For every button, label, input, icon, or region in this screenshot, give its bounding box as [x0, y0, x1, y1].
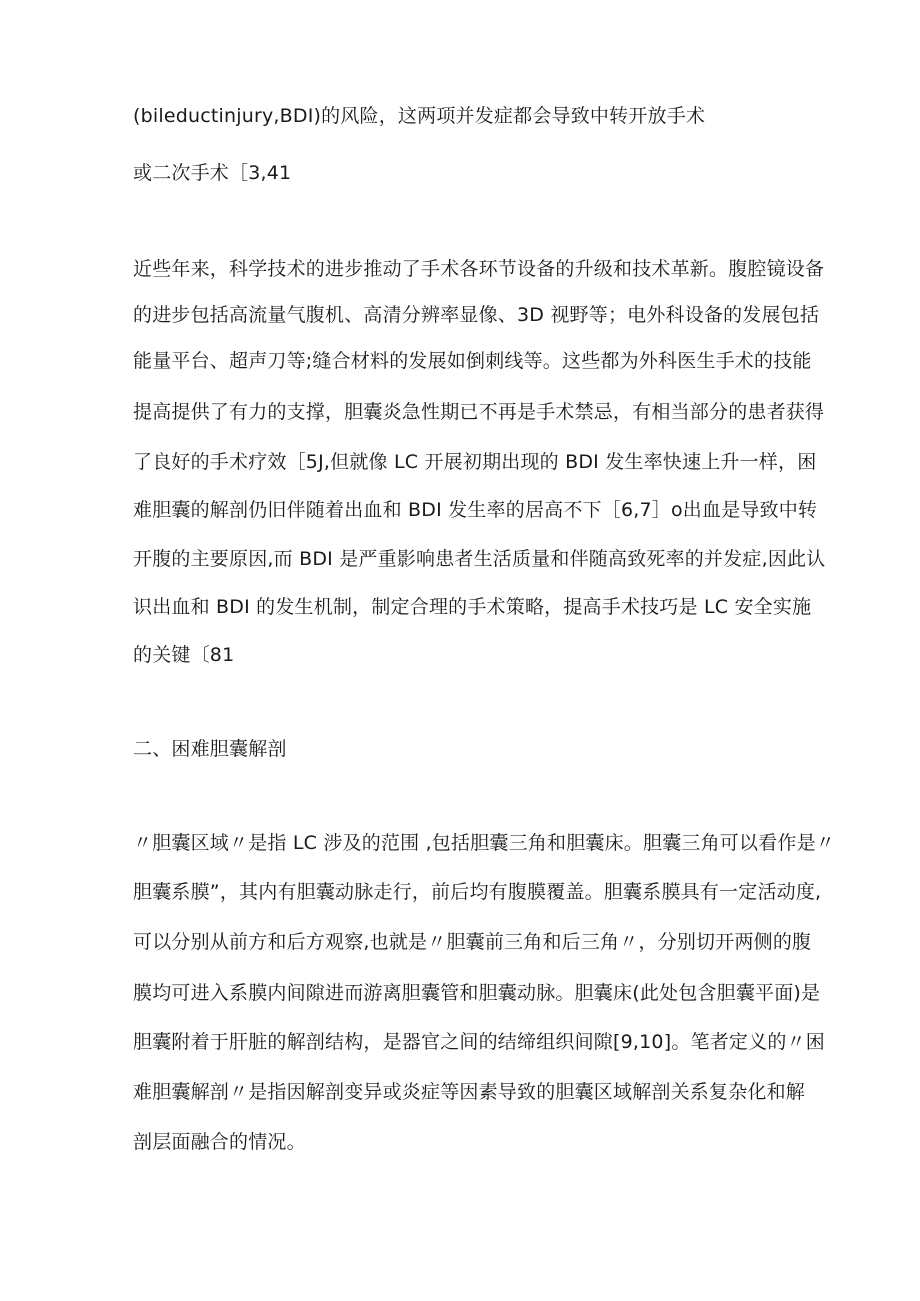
paragraph-2-line-8: 识出血和 BDI 的发生机制，制定合理的手术策略，提高手术技巧是 LC 安全实施 — [133, 596, 812, 618]
paragraph-3-line-1: 〃胆囊区域〃是指 LC 涉及的范围 ,包括胆囊三角和胆囊床。胆囊三角可以看作是〃 — [133, 832, 836, 854]
paragraph-2-line-5: 了良好的手术疗效［5J,但就像 LC 开展初期出现的 BDI 发生率快速上升一样，困 — [133, 451, 817, 473]
paragraph-2-line-4: 提高提供了有力的支撑，胆囊炎急性期已不再是手术禁忌，有相当部分的患者获得 — [133, 401, 825, 423]
paragraph-1-line-1: (bileductinjury,BDI)的风险，这两项并发症都会导致中转开放手术 — [133, 105, 706, 127]
paragraph-2-line-1: 近些年来，科学技术的进步推动了手术各环节设备的升级和技术革新。腹腔镜设备 — [133, 258, 825, 280]
paragraph-2-line-6: 难胆囊的解剖仍旧伴随着出血和 BDI 发生率的居高不下［6,7］o出血是导致中转 — [133, 499, 818, 521]
paragraph-3-line-5: 胆囊附着于肝脏的解剖结构，是器官之间的结缔组织间隙[9,10]。笔者定义的〃困 — [133, 1031, 825, 1053]
paragraph-3-line-6: 难胆囊解剖〃是指因解剖变异或炎症等因素导致的胆囊区域解剖关系复杂化和解 — [133, 1081, 806, 1103]
paragraph-2-line-9: 的关键〔81 — [133, 644, 235, 666]
paragraph-2-line-3: 能量平台、超声刀等;缝合材料的发展如倒刺线等。这些都为外科医生手术的技能 — [133, 350, 812, 372]
paragraph-3-line-3: 可以分别从前方和后方观察,也就是〃胆囊前三角和后三角〃，分别切开两侧的腹 — [133, 931, 812, 953]
paragraph-2-line-7: 开腹的主要原因,而 BDI 是严重影响患者生活质量和伴随高致死率的并发症,因此认 — [133, 548, 826, 570]
paragraph-1-line-2: 或二次手术［3,41 — [133, 162, 292, 184]
section-heading: 二、困难胆囊解剖 — [133, 738, 287, 760]
paragraph-3-line-4: 膜均可进入系膜内间隙进而游离胆囊管和胆囊动脉。胆囊床(此处包含胆囊平面)是 — [133, 982, 821, 1004]
paragraph-3-line-2: 胆囊系膜”，其内有胆囊动脉走行，前后均有腹膜覆盖。胆囊系膜具有一定活动度, — [133, 881, 822, 903]
paragraph-2-line-2: 的进步包括高流量气腹机、高清分辨率显像、3D 视野等；电外科设备的发展包括 — [133, 304, 820, 326]
paragraph-3-line-7: 剖层面融合的情况。 — [133, 1131, 306, 1153]
